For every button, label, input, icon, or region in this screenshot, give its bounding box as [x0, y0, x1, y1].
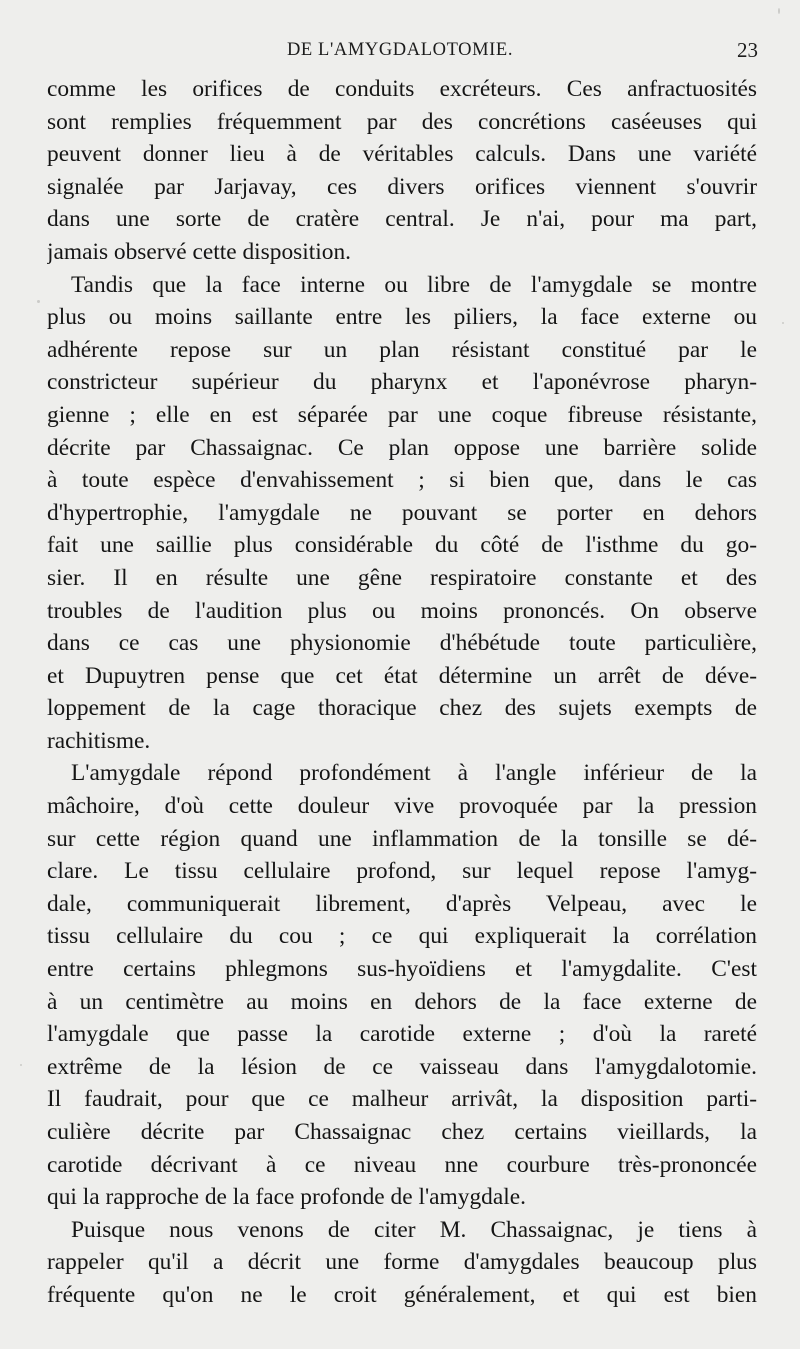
text-line: clare. Le tissu cellulaire profond, sur lequel repose l'amyg-	[47, 858, 757, 885]
text-line: fréquente qu'on ne le croit généralement, et qui est bien	[47, 1281, 757, 1308]
text-line: signalée par Jarjavay, ces divers orifices viennent s'ouvrir	[47, 173, 757, 200]
text-line: dans une sorte de cratère central. Je n'ai, pour ma part,	[47, 206, 757, 233]
text-line: constricteur supérieur du pharynx et l'aponévrose pharyn-	[47, 369, 757, 396]
text-line: l'amygdale que passe la carotide externe ; d'où la rareté	[47, 1021, 757, 1048]
text-line: qui la rapproche de la face profonde de l'amygdale.	[47, 1184, 526, 1211]
text-line: gienne ; elle en est séparée par une coque fibreuse résistante,	[47, 401, 757, 428]
text-line: extrême de la lésion de ce vaisseau dans l'amygdalotomie.	[47, 1053, 757, 1080]
text-line: plus ou moins saillante entre les piliers, la face externe ou	[47, 304, 757, 331]
text-line: entre certains phlegmons sus-hyoïdiens et l'amygdalite. C'est	[47, 956, 757, 983]
text-line: jamais observé cette disposition.	[47, 238, 352, 265]
text-line: sur cette région quand une inflammation de la tonsille se dé-	[47, 825, 757, 852]
text-line: dale, communiquerait librement, d'après Velpeau, avec le	[47, 890, 757, 917]
text-line: rachitisme.	[47, 727, 151, 754]
text-line: comme les orifices de conduits excréteurs. Ces anfractuosités	[47, 76, 757, 102]
text-line: adhérente repose sur un plan résistant constitué par le	[47, 336, 757, 363]
text-line: Il faudrait, pour que ce malheur arrivât, la disposition parti-	[47, 1086, 757, 1113]
text-line: rappeler qu'il a décrit une forme d'amygdales beaucoup plus	[47, 1249, 757, 1276]
paper-speck	[782, 322, 784, 324]
text-line: loppement de la cage thoracique chez des sujets exempts de	[47, 695, 757, 722]
text-line: sont remplies fréquemment par des concrétions caséeuses qui	[47, 108, 757, 135]
page-number: 23	[737, 38, 758, 62]
text-line: à un centimètre au moins en dehors de la face externe de	[47, 988, 757, 1015]
text-line: peuvent donner lieu à de véritables calculs. Dans une variété	[47, 141, 757, 168]
body-text	[47, 73, 757, 1312]
text-line: d'hypertrophie, l'amygdale ne pouvant se porter en dehors	[47, 499, 757, 526]
text-line: à toute espèce d'envahissement ; si bien que, dans le cas	[47, 467, 757, 494]
text-line: troubles de l'audition plus ou moins prononcés. On observe	[47, 597, 757, 624]
text-line: et Dupuytren pense que cet état détermine un arrêt de déve-	[47, 662, 757, 689]
text-line: décrite par Chassaignac. Ce plan oppose une barrière solide	[47, 434, 757, 461]
text-line: sier. Il en résulte une gêne respiratoire constante et des	[47, 564, 757, 591]
text-line: Tandis que la face interne ou libre de l'amygdale se montre	[71, 271, 757, 298]
running-title: DE L'AMYGDALOTOMIE.	[286, 40, 514, 60]
text-line: mâchoire, d'où cette douleur vive provoquée par la pression	[47, 793, 757, 820]
text-line: carotide décrivant à ce niveau nne courbure très-prononcée	[47, 1151, 757, 1178]
paper-speck	[20, 1064, 22, 1066]
paper-speck	[778, 8, 780, 14]
running-head	[0, 36, 800, 64]
text-line: L'amygdale répond profondément à l'angle inférieur de la	[71, 760, 757, 787]
text-line: fait une saillie plus considérable du côté de l'isthme du go-	[47, 532, 757, 559]
text-line: dans ce cas une physionomie d'hébétude toute particulière,	[47, 630, 757, 657]
text-line: culière décrite par Chassaignac chez certains vieillards, la	[47, 1119, 757, 1145]
text-line: Puisque nous venons de citer M. Chassaignac, je tiens à	[71, 1216, 757, 1243]
text-line: tissu cellulaire du cou ; ce qui expliquerait la corrélation	[47, 923, 757, 950]
paper-speck	[37, 300, 40, 303]
